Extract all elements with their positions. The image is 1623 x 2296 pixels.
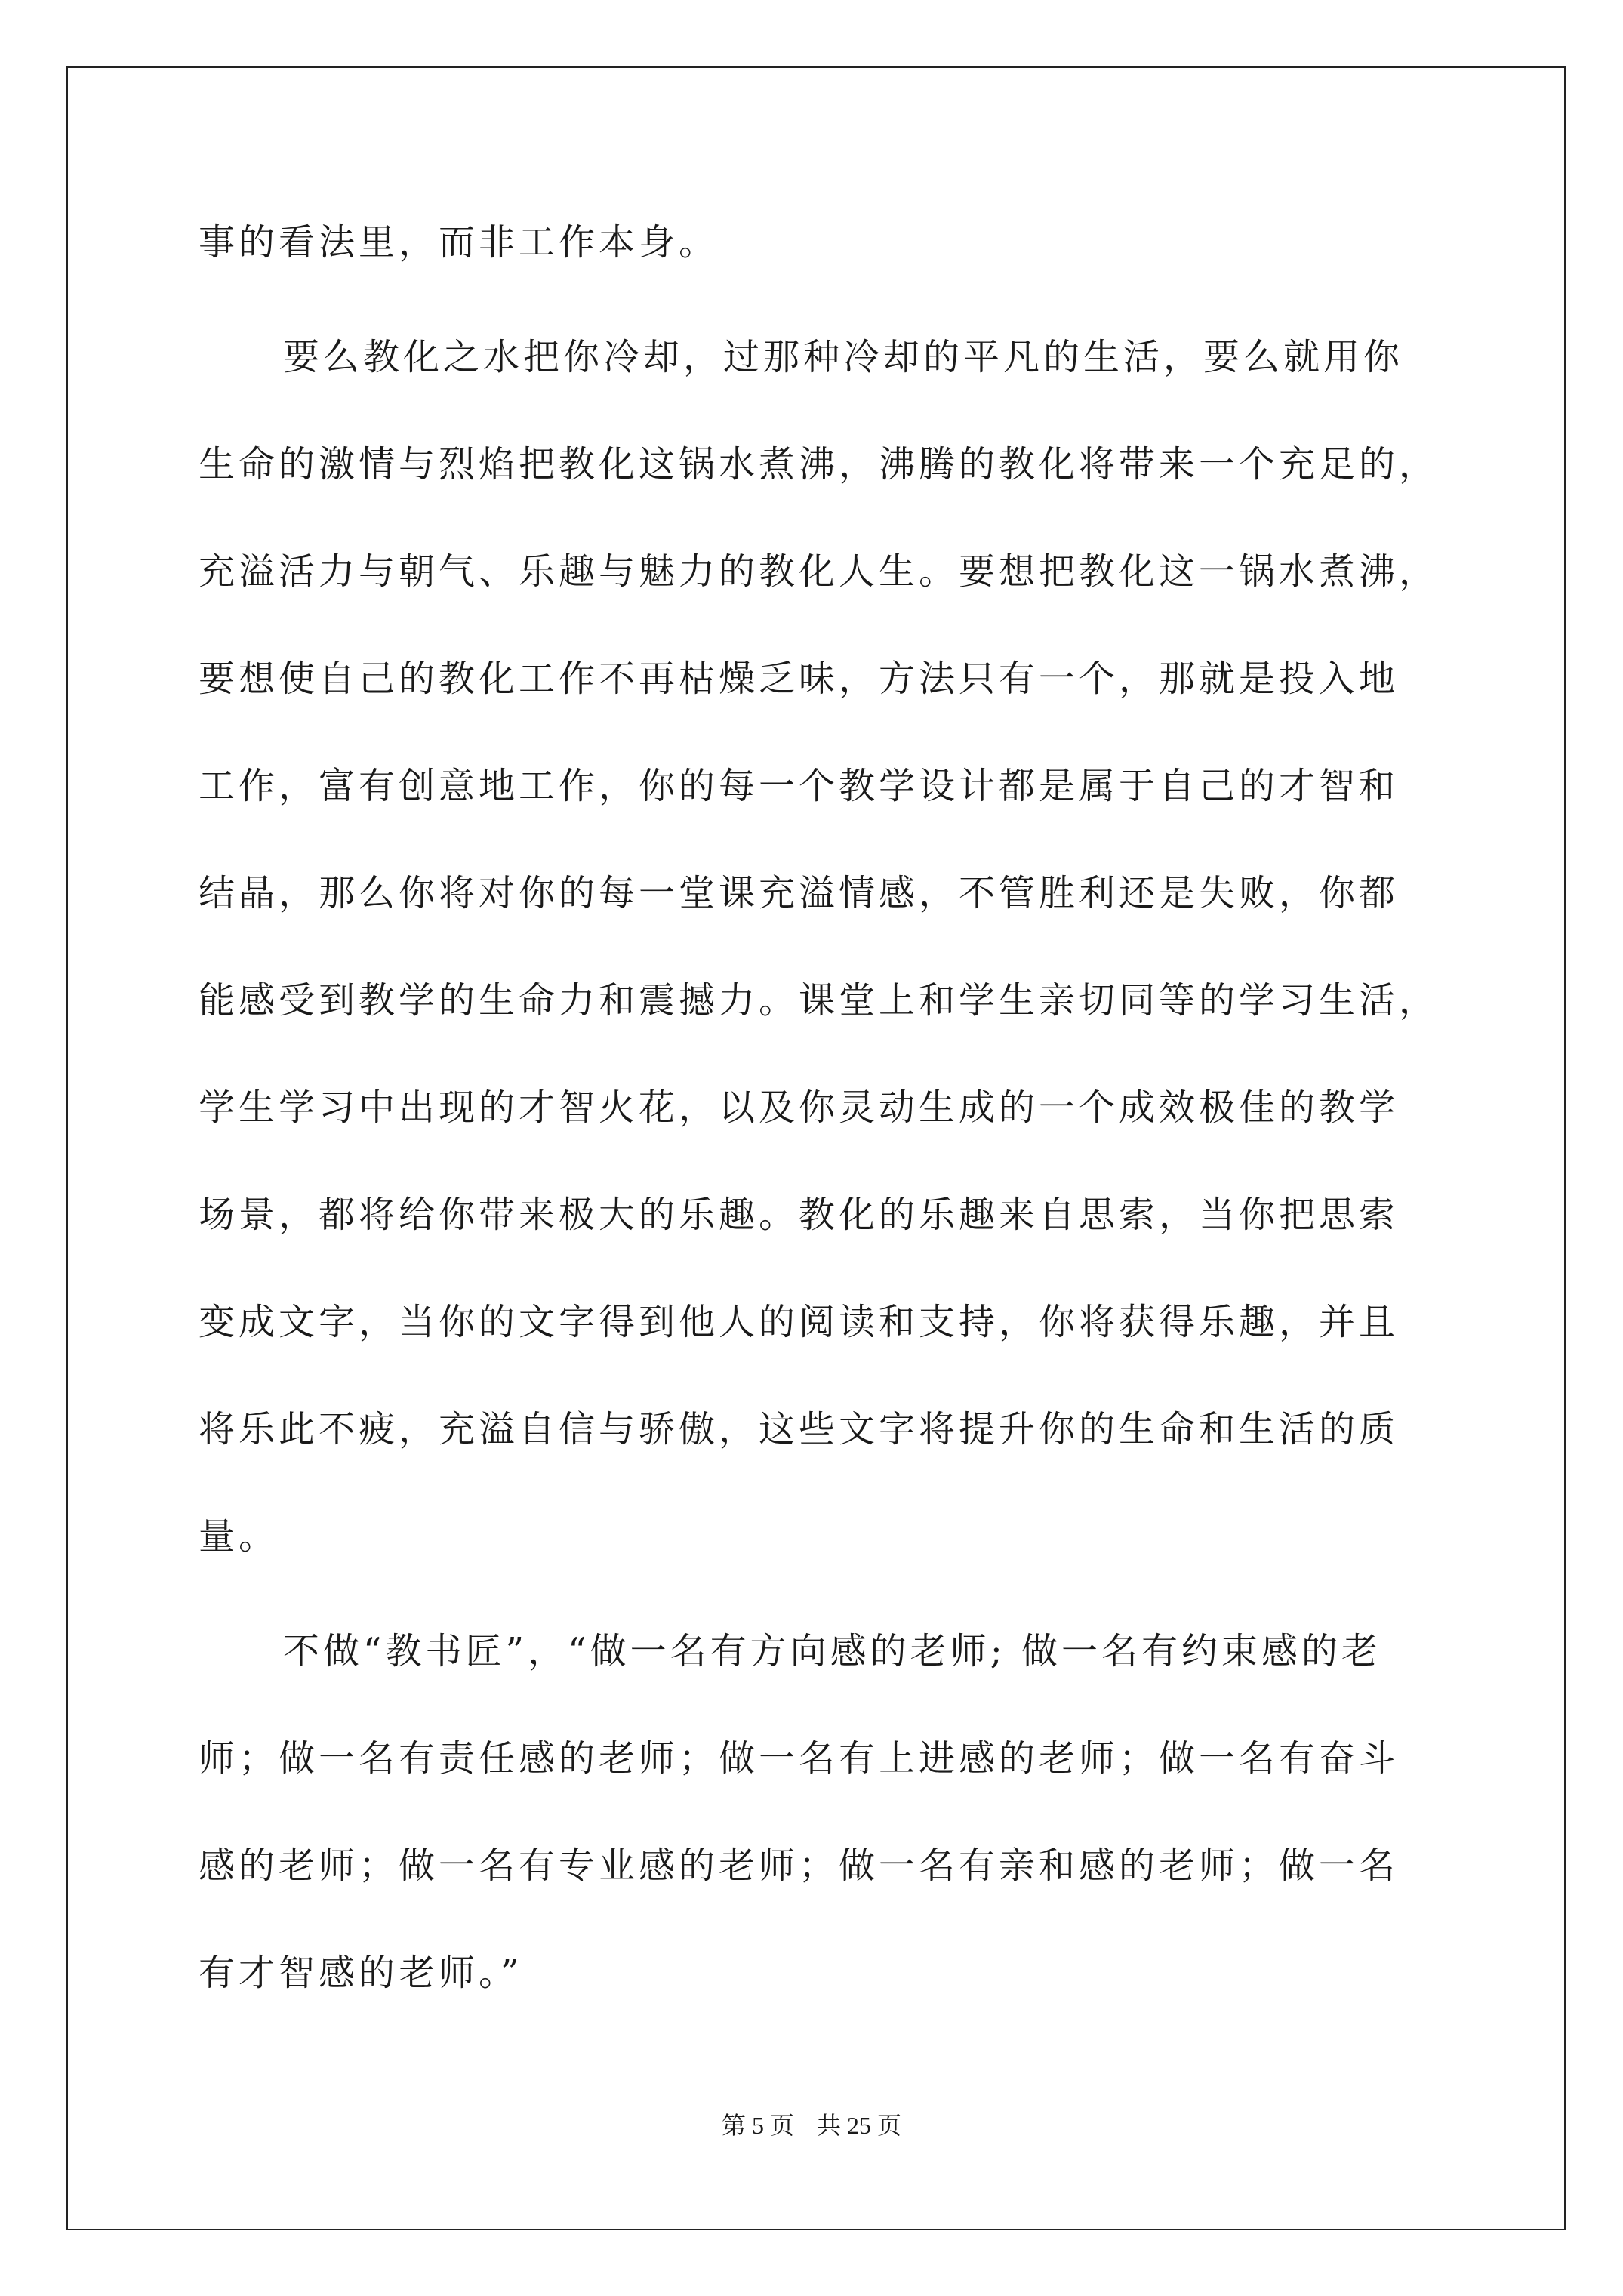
body-line: 场景，都将给你带来极大的乐趣。教化的乐趣来自思索，当你把思索 bbox=[199, 1194, 1400, 1236]
body-line: 能感受到教学的生命力和震撼力。课堂上和学生亲切同等的学习生活， bbox=[199, 979, 1440, 1022]
page-total: 共 25 页 bbox=[817, 2112, 902, 2139]
body-line: 学生学习中出现的才智火花，以及你灵动生成的一个成效极佳的教学 bbox=[199, 1086, 1400, 1129]
page-border bbox=[66, 66, 1566, 2230]
body-line: 师；做一名有责任感的老师；做一名有上进感的老师；做一名有奋斗 bbox=[199, 1737, 1400, 1780]
page-number: 第 5 页 bbox=[721, 2112, 794, 2139]
body-line: 量。 bbox=[199, 1515, 279, 1558]
body-line: 充溢活力与朝气、乐趣与魅力的教化人生。要想把教化这一锅水煮沸， bbox=[199, 550, 1440, 593]
body-line: 工作，富有创意地工作，你的每一个教学设计都是属于自己的才智和 bbox=[199, 765, 1400, 807]
body-line: 变成文字，当你的文字得到他人的阅读和支持，你将获得乐趣，并且 bbox=[199, 1301, 1400, 1343]
body-line: 感的老师；做一名有专业感的老师；做一名有亲和感的老师；做一名 bbox=[199, 1845, 1400, 1887]
body-line: 有才智感的老师。” bbox=[199, 1952, 523, 1994]
paragraph-first-line: 要么教化之水把你冷却，过那种冷却的平凡的生活，要么就用你 bbox=[283, 336, 1404, 378]
body-line: 事的看法里，而非工作本身。 bbox=[199, 221, 719, 264]
paragraph-first-line: 不做“教书匠”，“做一名有方向感的老师; 做一名有约束感的老 bbox=[283, 1630, 1382, 1672]
body-line: 结晶，那么你将对你的每一堂课充溢情感，不管胜利还是失败，你都 bbox=[199, 872, 1400, 914]
body-line: 生命的激情与烈焰把教化这锅水煮沸，沸腾的教化将带来一个充足的， bbox=[199, 443, 1440, 485]
page-footer bbox=[0, 2110, 1623, 2140]
body-line: 将乐此不疲，充溢自信与骄傲，这些文字将提升你的生命和生活的质 bbox=[199, 1408, 1400, 1450]
body-line: 要想使自己的教化工作不再枯燥乏味，方法只有一个，那就是投入地 bbox=[199, 658, 1400, 700]
